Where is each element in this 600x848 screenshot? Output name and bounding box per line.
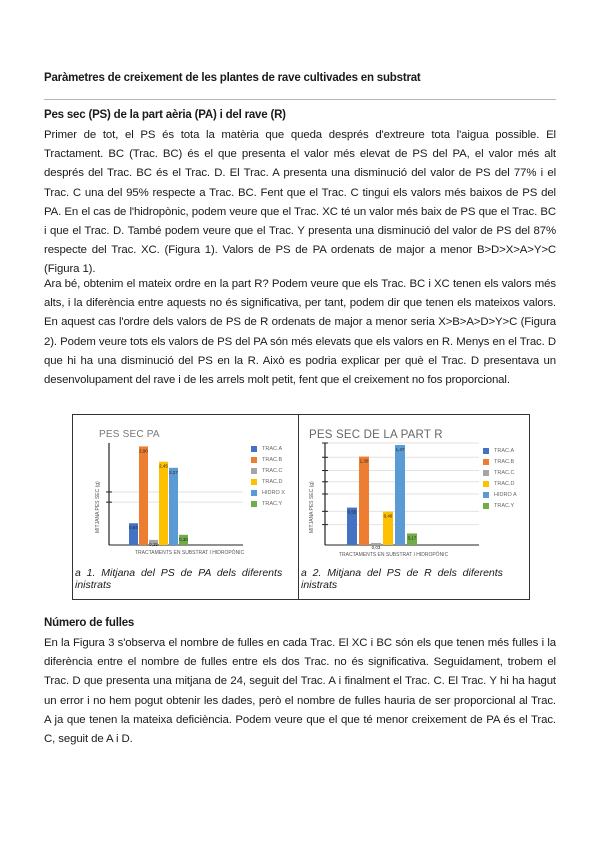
legend-item (483, 445, 517, 456)
legend-label: TRAC.Y (494, 502, 515, 509)
bar-tracd (159, 462, 168, 545)
legend-swatch (251, 446, 257, 452)
legend-item (483, 467, 517, 478)
y-axis-label: MITJANA PES SEC (g) (95, 481, 101, 533)
caption-line-2: inistrats (75, 579, 112, 591)
legend-swatch (251, 468, 257, 474)
legend-label: TRAC.C (262, 467, 283, 474)
figure-1 (72, 414, 300, 600)
caption-line-1: a 2. Mitjana del PS de R dels diferents (301, 567, 503, 579)
x-axis-label: TRACTAMENTS EN SUBSTRAT I HIDROPÒNIC (135, 550, 245, 556)
figure-1-caption (75, 567, 297, 591)
svg-text:2,45: 2,45 (159, 463, 168, 469)
figure-2-caption (301, 567, 527, 591)
chart-pa (73, 415, 299, 565)
svg-text:1,47: 1,47 (395, 447, 405, 453)
document-title: Paràmetres de creixement de les plantes de rave cultivades en substrat (44, 72, 421, 84)
svg-text:0,55: 0,55 (347, 509, 357, 515)
legend-label: TRAC.C (494, 469, 515, 476)
section-heading-dry-weight: Pes sec (PS) de la part aèria (PA) i del rave (R) (44, 109, 286, 121)
svg-text:0,17: 0,17 (407, 535, 417, 541)
bar-hidroa (395, 445, 405, 545)
legend-swatch (483, 503, 489, 509)
chart-legend (251, 443, 285, 509)
legend-label: TRAC.A (262, 445, 283, 452)
caption-line-1: a 1. Mitjana del PS de PA dels diferents (75, 567, 283, 579)
svg-text:2,27: 2,27 (169, 469, 178, 475)
bar-tracb (359, 457, 369, 545)
legend-item (483, 500, 517, 511)
bar-hidrox (169, 468, 178, 545)
chart-title: PES SEC PA (99, 429, 160, 440)
legend-swatch (483, 470, 489, 476)
paragraph-leaf-count: En la Figura 3 s'observa el nombre de fulles en cada Trac. El XC i BC són els que tenen més fulles i la diferència entre el nombre de fulles entre els dos Trac. no és significativa. Seguidament, trobem el Trac. D que presenta una mitjana de 24, seguit del Trac. A i finalment el Trac. C. El Trac. Y hi ha hagut un error i no hem pogut obtenir les dades, però el nombre de fulles hauria de ser proporcional al Trac. A ja que tenen la mateixa deficiència. Podem veure que el que té menor creixement de PA és el Trac. C, seguit de A i D. (44, 637, 556, 746)
chart-title: PES SEC DE LA PART R (309, 429, 443, 441)
figure-2 (298, 414, 530, 600)
legend-item (483, 489, 517, 500)
legend-swatch (251, 457, 257, 463)
legend-swatch (483, 448, 489, 454)
legend-item (251, 487, 285, 498)
legend-item (483, 456, 517, 467)
legend-item (251, 498, 285, 509)
chart-legend (483, 445, 517, 511)
legend-item (251, 476, 285, 487)
legend-label: TRAC.Y (262, 500, 283, 507)
legend-label: TRAC.D (494, 480, 515, 487)
svg-text:2,90: 2,90 (139, 448, 148, 454)
legend-item (251, 443, 285, 454)
legend-item (251, 465, 285, 476)
caption-line-2: inistrats (301, 579, 338, 591)
y-axis-label: MITJANA PES SEC (g) (309, 481, 315, 533)
legend-label: TRAC.B (262, 456, 283, 463)
svg-text:0,30: 0,30 (179, 536, 188, 542)
x-axis-label: TRACTAMENTS EN SUBSTRAT I HIDROPÒNIC (339, 552, 449, 558)
legend-swatch (483, 492, 489, 498)
paragraph-dry-weight-pa: Primer de tot, el PS és tota la matèria que queda després d'extreure tota l'aigua possible. El Tractament. BC (Trac. BC) és el que presenta el valor més elevat de PS del PA, el valor més alt després del Trac. BC és el Trac. D. El Trac. A presenta una disminució del valor de PS del 77% i el Trac. C una del 95% respecte a Trac. BC. Fent que el Trac. C tingui els valors més baixos de PS del PA. En el cas de l'hidropònic, podem veure que el Trac. XC té un valor més baix de PS que el Trac. BC i que el Trac. D. També podem veure que el Trac. Y presenta una disminució del valor de PS del 87% respecte del Trac. XC. (Figura 1). Valors de PS de PA ordenats de major a menor B>D>X>A>Y>C (Figura 1). (44, 129, 556, 276)
title-divider (44, 99, 556, 100)
svg-text:0,49: 0,49 (383, 513, 393, 519)
legend-label: HIDRO X (262, 489, 285, 496)
figures-row (72, 414, 530, 600)
legend-swatch (251, 490, 257, 496)
paragraph-dry-weight-r: Ara bé, obtenim el mateix ordre en la part R? Podem veure que els Trac. BC i XC tenen els valors més alts, i la diferència entre aquests no és significativa, per tant, podem dir que tenen els mateixos valors. En aquest cas l'ordre dels valors de PS de R ordenats de major a menor seria X>B>A>D>Y>C (Figura 2). Podem veure tots els valors de PS del PA són més elevats que els valors en R. Menys en el Trac. D que hi ha una disminució del PS en la R. Això es podria explicar per què el Trac. D presentava un desenvolupament del rave i de les arrels molt petit, fent que el creixement no fos proporcional. (44, 278, 556, 387)
legend-label: TRAC.A (494, 447, 515, 454)
legend-swatch (251, 501, 257, 507)
bar-tracb (139, 446, 148, 545)
legend-item (483, 478, 517, 489)
legend-swatch (483, 459, 489, 465)
chart-r (299, 415, 529, 565)
svg-text:0,64: 0,64 (129, 525, 138, 531)
legend-label: HIDRO A (494, 491, 517, 498)
svg-text:0,03: 0,03 (371, 544, 381, 550)
section-heading-leaf-count: Número de fulles (44, 617, 135, 629)
legend-label: TRAC.B (494, 458, 515, 465)
svg-text:0,15: 0,15 (149, 541, 158, 547)
legend-swatch (251, 479, 257, 485)
legend-label: TRAC.D (262, 478, 283, 485)
svg-text:1,30: 1,30 (359, 458, 369, 464)
legend-item (251, 454, 285, 465)
legend-swatch (483, 481, 489, 487)
